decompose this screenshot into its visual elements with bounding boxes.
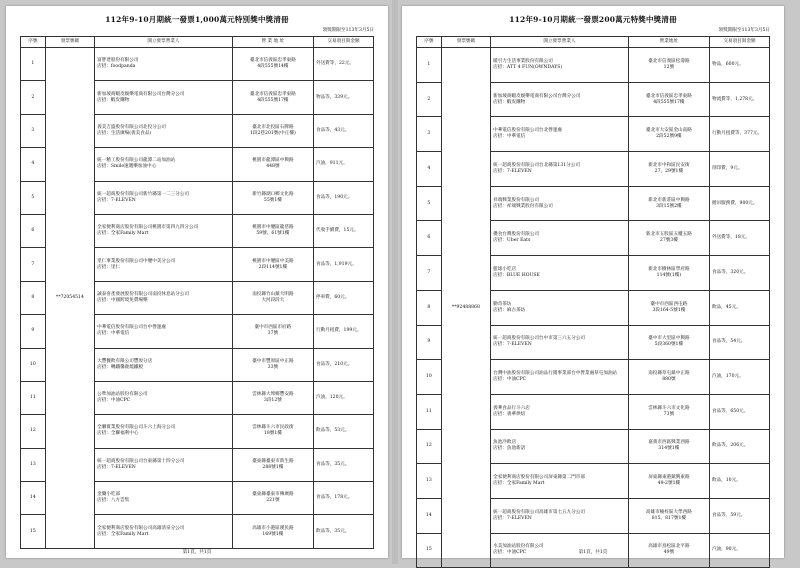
row-number: 4 bbox=[417, 152, 442, 187]
transaction-amount: 食品等，210元。 bbox=[313, 348, 373, 381]
merchant-name: 義美吉盛股份有限公司北投分公司 店招：生活廣場(義美食品) bbox=[95, 114, 233, 147]
claim-deadline: 領獎期限至113年3月5日 bbox=[718, 28, 770, 33]
merchant-name: 統一超商股份有限公司台中市第三六五分公司 店招：7-ELEVEN bbox=[491, 325, 629, 360]
business-address: 桃園市中壢區龍慈路 59號、61號1樓 bbox=[232, 214, 313, 247]
row-number: 7 bbox=[417, 256, 442, 291]
page-gutter bbox=[392, 0, 398, 564]
business-address: 新竹縣湖口鄉文化路 55號1樓 bbox=[232, 181, 313, 214]
merchant-name: 新加坡商蝦皮娛樂電商有限公司台灣分公司 店招：蝦皮購物 bbox=[491, 82, 629, 117]
grand-prize-page bbox=[402, 6, 784, 558]
merchant-name: 中華電信股份有限公司台北營運處 店招：中華電信 bbox=[491, 117, 629, 152]
transaction-amount: 行動月租費，199元。 bbox=[313, 315, 373, 348]
business-address: 新北市新莊區中興路 3段15號2樓 bbox=[628, 186, 709, 221]
table-header-row bbox=[21, 37, 374, 48]
merchant-name: 優食台灣股份有限公司 店招：Uber Eats bbox=[491, 221, 629, 256]
transaction-amount: 拋吊服務費，900元。 bbox=[709, 186, 769, 221]
transaction-amount: 食品等，1,919元。 bbox=[313, 248, 373, 281]
transaction-amount: 食品等，54元。 bbox=[709, 325, 769, 360]
business-address: 高雄市楠梓區大學西路 815、817號1樓 bbox=[628, 498, 709, 533]
table-row bbox=[21, 48, 374, 81]
row-number: 14 bbox=[21, 482, 46, 515]
row-number: 1 bbox=[417, 48, 442, 83]
business-address: 嘉義市西區興業西路 314號1樓 bbox=[628, 429, 709, 464]
transaction-amount: 食品等，190元。 bbox=[313, 181, 373, 214]
merchant-name: 全家便利商店股份有限公司屏東縣第二門市部 店招：全家Family Mart bbox=[491, 464, 629, 499]
transaction-amount: 物品等，339元。 bbox=[313, 81, 373, 114]
business-address: 高雄市鳥松區北平路 49號 bbox=[628, 533, 709, 568]
transaction-amount: 物流費等，1,278元。 bbox=[709, 82, 769, 117]
business-address: 新北市中和區民安街 27、29號1樓 bbox=[628, 152, 709, 187]
merchant-name: 中華電信股份有限公司台中營運處 店招：中華電信 bbox=[95, 315, 233, 348]
transaction-amount: 飲品等，35元。 bbox=[313, 515, 373, 548]
merchant-name: 魚池冷飲店 店招：魚池新語 bbox=[491, 429, 629, 464]
column-header: 開立發票營業人 bbox=[491, 37, 629, 48]
business-address: 臺東縣臺東市新生路 288號1樓 bbox=[232, 448, 313, 481]
page-number: 第1頁，共1頁 bbox=[182, 550, 212, 555]
merchant-name: 藍球小吃店 店招：BLUE HOUSE bbox=[491, 256, 629, 291]
column-header: 交易項目與金額 bbox=[709, 37, 769, 48]
transaction-amount: 外送費等，22元。 bbox=[313, 48, 373, 81]
row-number: 2 bbox=[21, 81, 46, 114]
column-header: 交易項目與金額 bbox=[313, 37, 373, 48]
merchant-name: 統一超商股份有限公司台東縣第十四分公司 店招：7-ELEVEN bbox=[95, 448, 233, 481]
merchant-name: 全家便利商店股份有限公司桃園市第四九四分公司 店招：全家Family Mart bbox=[95, 214, 233, 247]
merchant-name: 統一超商股份有限公司新竹縣第一二三分公司 店招：7-ELEVEN bbox=[95, 181, 233, 214]
row-number: 10 bbox=[417, 360, 442, 395]
row-number: 1 bbox=[21, 48, 46, 81]
column-header: 序號 bbox=[417, 37, 442, 48]
column-header: 營業地址 bbox=[628, 37, 709, 48]
transaction-amount: 食品等，650元。 bbox=[709, 394, 769, 429]
merchant-name: 水美加油站股份有限公司 店招：中油CPC bbox=[491, 533, 629, 568]
transaction-amount: 外送費等，18元。 bbox=[709, 221, 769, 256]
transaction-amount: 行動月租費等，377元。 bbox=[709, 117, 769, 152]
row-number: 10 bbox=[21, 348, 46, 381]
row-number: 12 bbox=[21, 415, 46, 448]
business-address: 臺北市信義區松壽路 12號 bbox=[628, 48, 709, 83]
business-address: 雲林縣斗六市文化路 73號 bbox=[628, 394, 709, 429]
business-address: 臺中市豐原區中正路 33號 bbox=[232, 348, 313, 381]
column-header: 開立發票營業人 bbox=[95, 37, 233, 48]
business-address: 桃園市龍潭區中興路 448號 bbox=[232, 148, 313, 181]
page-title: 112年9-10月期統一發票200萬元特獎中獎清冊 bbox=[509, 15, 677, 24]
row-number: 15 bbox=[21, 515, 46, 548]
invoice-number: **92488868 bbox=[441, 48, 490, 568]
invoice-number: **72054514 bbox=[45, 48, 94, 549]
business-address: 屏東縣東港鎮興東路 49-2號1樓 bbox=[628, 464, 709, 499]
transaction-amount: 飲品等，53元。 bbox=[313, 415, 373, 448]
row-number: 2 bbox=[417, 82, 442, 117]
page-title: 112年9-10月期統一發票1,000萬元特別獎中獎清冊 bbox=[105, 15, 289, 24]
column-header: 營 業 地 址 bbox=[232, 37, 313, 48]
table-row bbox=[417, 48, 770, 83]
merchant-name: 大豐餐飲有限公司豐原分店 店招：轉鐵馨鹿燒鐵板 bbox=[95, 348, 233, 381]
row-number: 12 bbox=[417, 429, 442, 464]
business-address: 雲林縣大埤鄉豐安路 3段12號 bbox=[232, 381, 313, 414]
row-number: 6 bbox=[21, 214, 46, 247]
transaction-amount: 削印費，9元。 bbox=[709, 152, 769, 187]
merchant-name: 統一超商股份有限公司台北縣第131分公司 店招：7-ELEVEN bbox=[491, 152, 629, 187]
business-address: 臺中市西區西屯路 3段164-5號1樓 bbox=[628, 290, 709, 325]
business-address: 雲林縣斗六市民政街 18號1樓 bbox=[232, 415, 313, 448]
row-number: 3 bbox=[417, 117, 442, 152]
merchant-name: 富胖達股份有限公司 店招：foodpanda bbox=[95, 48, 233, 81]
row-number: 5 bbox=[417, 186, 442, 221]
row-number: 8 bbox=[417, 290, 442, 325]
transaction-amount: 飲品，45元。 bbox=[709, 290, 769, 325]
row-number: 3 bbox=[21, 114, 46, 147]
business-address: 新北市五股區五權五路 27號3樓 bbox=[628, 221, 709, 256]
transaction-amount: 停車費，60元。 bbox=[313, 281, 373, 314]
business-address: 新北市樹林區學府路 114號(1樓) bbox=[628, 256, 709, 291]
row-number: 11 bbox=[21, 381, 46, 414]
special-prize-page bbox=[6, 6, 388, 558]
page-number: 第1頁，共1頁 bbox=[578, 550, 608, 555]
merchant-name: 金藥小吃部 店招：八方雲集 bbox=[95, 482, 233, 515]
transaction-amount: 飲品等，206元。 bbox=[709, 429, 769, 464]
merchant-name: 台灣中油股份有限公司油品行銷事業部台中營業處草屯加油站 店招：中油CPC bbox=[491, 360, 629, 395]
transaction-amount: 食品等，43元。 bbox=[313, 114, 373, 147]
business-address: 臺北市信義區忠孝東路 4段555號17樓 bbox=[628, 82, 709, 117]
merchant-name: 暖引力生活事業股份有限公司 店招：ATT 4 FUN(OWNDAYS) bbox=[491, 48, 629, 83]
transaction-amount: 汽油，120元。 bbox=[313, 381, 373, 414]
table-body bbox=[21, 48, 374, 549]
row-number: 11 bbox=[417, 394, 442, 429]
business-address: 臺北市信義區忠孝東路 4段555號14樓 bbox=[232, 48, 313, 81]
row-number: 6 bbox=[417, 221, 442, 256]
merchant-name: 里仁事業股份有限公司中壢中美分公司 店招：里仁 bbox=[95, 248, 233, 281]
row-number: 9 bbox=[417, 325, 442, 360]
winner-table bbox=[20, 36, 374, 549]
claim-deadline: 領獎期限至113年3月5日 bbox=[322, 28, 374, 33]
transaction-amount: 食品等，320元。 bbox=[709, 256, 769, 291]
transaction-amount: 飲品，10元。 bbox=[709, 464, 769, 499]
merchant-name: 祥端興業股份有限公司 店招：祥端興業股份有限公司 bbox=[491, 186, 629, 221]
column-header: 序號 bbox=[21, 37, 46, 48]
business-address: 臺北市北投區石牌路 1段2巷201號(中正樓) bbox=[232, 114, 313, 147]
merchant-name: 勤奇茶坊 店招：麻古茶坊 bbox=[491, 290, 629, 325]
row-number: 7 bbox=[21, 248, 46, 281]
row-number: 14 bbox=[417, 498, 442, 533]
business-address: 臺北市大安區金山南路 2段52號9樓 bbox=[628, 117, 709, 152]
merchant-name: 誠泰喜產發展股份有限公司南投休息站分公司 店招：中國跨境免費場樂 bbox=[95, 281, 233, 314]
transaction-amount: 汽油，90元。 bbox=[709, 533, 769, 568]
transaction-amount: 汽油，170元。 bbox=[709, 360, 769, 395]
business-address: 高雄市小港區漢民路 169號1樓 bbox=[232, 515, 313, 548]
row-number: 5 bbox=[21, 181, 46, 214]
transaction-amount: 食品等，178元。 bbox=[313, 482, 373, 515]
transaction-amount: 代收手續費，15元。 bbox=[313, 214, 373, 247]
merchant-name: 義華食品行斗六店 店招：義華烘焙 bbox=[491, 394, 629, 429]
row-number: 9 bbox=[21, 315, 46, 348]
merchant-name: 全家便利商店股份有限公司高雄清泉分公司 店招：全家Family Mart bbox=[95, 515, 233, 548]
row-number: 13 bbox=[417, 464, 442, 499]
merchant-name: 新加坡商蝦皮娛樂電商有限公司台灣分公司 店招：蝦皮購物 bbox=[95, 81, 233, 114]
row-number: 13 bbox=[21, 448, 46, 481]
business-address: 臺中市大里區中興路 5段360號1樓 bbox=[628, 325, 709, 360]
merchant-name: 公準加油站股份有限公司 店招：中油CPC bbox=[95, 381, 233, 414]
table-header-row bbox=[417, 37, 770, 48]
winner-table bbox=[416, 36, 770, 568]
business-address: 桃園市中壢區中美路 2段114號1樓 bbox=[232, 248, 313, 281]
business-address: 臺中市西區市府路 37號 bbox=[232, 315, 313, 348]
row-number: 15 bbox=[417, 533, 442, 568]
row-number: 4 bbox=[21, 148, 46, 181]
merchant-name: 統一超商股份有限公司高雄市第七五九分公司 店招：7-ELEVEN bbox=[491, 498, 629, 533]
column-header: 發票號碼 bbox=[441, 37, 490, 48]
transaction-amount: 食品等，59元。 bbox=[709, 498, 769, 533]
merchant-name: 統一精工股份有限公司龍潭二站加油站 店招：Smile速邁樂加油中心 bbox=[95, 148, 233, 181]
transaction-amount: 食品等，35元。 bbox=[313, 448, 373, 481]
table-body bbox=[417, 48, 770, 568]
row-number: 8 bbox=[21, 281, 46, 314]
merchant-name: 全聯實業股份有限公司斗六上海分公司 店招：全聯福利中心 bbox=[95, 415, 233, 448]
transaction-amount: 物品，600元。 bbox=[709, 48, 769, 83]
transaction-amount: 汽油，911元。 bbox=[313, 148, 373, 181]
business-address: 南投縣竹山鎮大明路 大河段段大 bbox=[232, 281, 313, 314]
business-address: 臺北市信義區忠孝東路 4段555號17樓 bbox=[232, 81, 313, 114]
column-header: 發票號碼 bbox=[45, 37, 94, 48]
business-address: 臺東縣臺東市傳廣路 221號 bbox=[232, 482, 313, 515]
business-address: 南投縣草屯鎮中正路 880號 bbox=[628, 360, 709, 395]
